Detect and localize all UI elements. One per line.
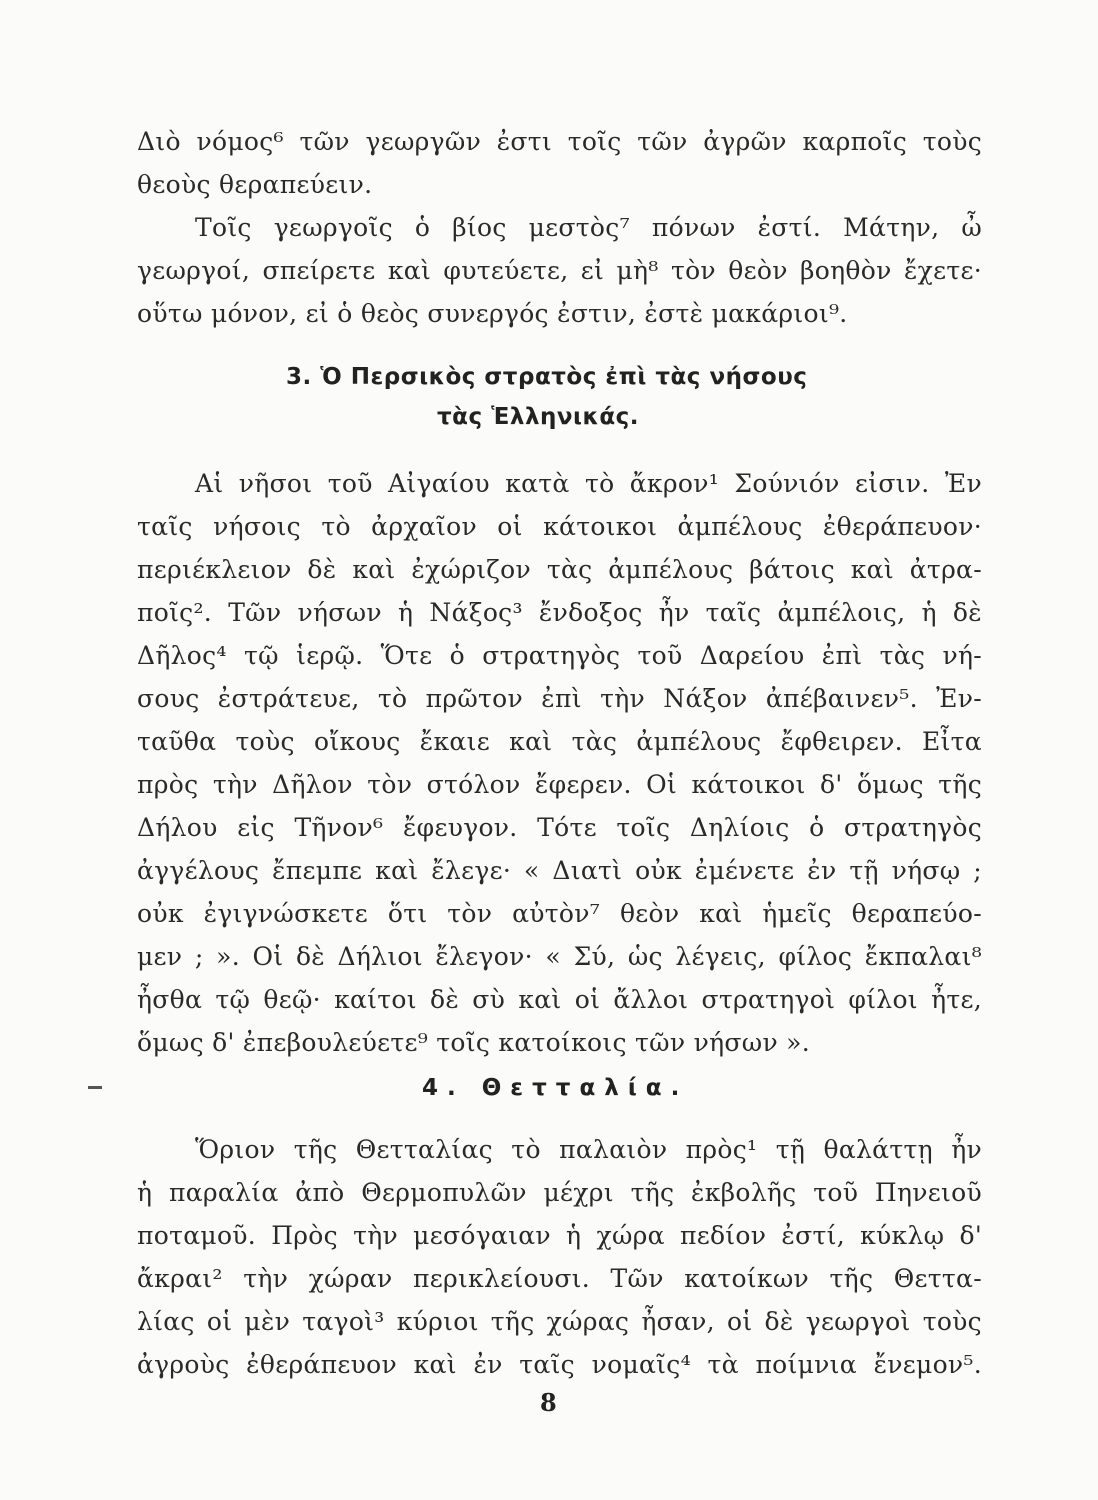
text-line: μεν ; ». Οἱ δὲ Δήλιοι ἔλεγον· « Σύ, ὡς λέγεις, φίλος ἔκπαλαι⁸: [137, 942, 982, 971]
text-line: σους ἐστράτευε, τὸ πρῶτον ἐπὶ τὴν Νάξον ἀπέβαινεν⁵. Ἐν-: [137, 684, 982, 713]
text-line: Αἱ νῆσοι τοῦ Αἰγαίου κατὰ τὸ ἄκρον¹ Σούνιόν εἰσιν. Ἐν: [195, 469, 982, 498]
text-line: ἡ παραλία ἀπὸ Θερμοπυλῶν μέχρι τῆς ἐκβολῆς τοῦ Πηνειοῦ: [137, 1178, 982, 1207]
text-line: Διὸ νόμος⁶ τῶν γεωργῶν ἐστι τοῖς τῶν ἀγρῶν καρποῖς τοὺς: [137, 127, 982, 156]
text-line: ἄκραι² τὴν χώραν περικλείουσι. Τῶν κατοίκων τῆς Θεττα-: [137, 1264, 982, 1293]
text-line: πρὸς τὴν Δῆλον τὸν στόλον ἔφερεν. Οἱ κάτοικοι δ' ὅμως τῆς: [137, 770, 982, 799]
text-line: λίας οἱ μὲν ταγοὶ³ κύριοι τῆς χώρας ἦσαν, οἱ δὲ γεωργοὶ τοὺς: [137, 1307, 982, 1336]
text-line: οὐκ ἐγιγνώσκετε ὅτι τὸν αὐτὸν⁷ θεὸν καὶ ἡμεῖς θεραπεύο-: [137, 899, 982, 928]
text-line: Ὅριον τῆς Θετταλίας τὸ παλαιὸν πρὸς¹ τῇ θαλάττῃ ἦν: [195, 1135, 982, 1164]
section-heading: 4. Θετταλία.: [422, 1075, 689, 1101]
margin-mark: [88, 1086, 102, 1089]
text-line: ὅμως δ' ἐπεβουλεύετε⁹ τοῖς κατοίκοις τῶν νήσων ».: [137, 1028, 811, 1057]
text-line: ἦσθα τῷ θεῷ· καίτοι δὲ σὺ καὶ οἱ ἄλλοι στρατηγοὶ φίλοι ἦτε,: [137, 985, 982, 1014]
page-number: 8: [540, 1388, 557, 1417]
section-heading: 3. Ὁ Περσικὸς στρατὸς ἐπὶ τὰς νήσους: [286, 364, 808, 390]
text-line: Δήλου εἰς Τῆνον⁶ ἔφευγον. Τότε τοῖς Δηλίοις ὁ στρατηγὸς: [137, 813, 982, 842]
text-line: θεοὺς θεραπεύειν.: [137, 170, 373, 199]
text-line: ποῖς². Τῶν νήσων ἡ Νάξος³ ἔνδοξος ἦν ταῖς ἀμπέλοις, ἡ δὲ: [137, 598, 982, 627]
text-line: Τοῖς γεωργοῖς ὁ βίος μεστὸς⁷ πόνων ἐστί. Μάτην, ὦ: [195, 213, 982, 242]
section-heading-continued: τὰς Ἑλληνικάς.: [437, 404, 640, 430]
text-line: περιέκλειον δὲ καὶ ἐχώριζον τὰς ἀμπέλους βάτοις καὶ ἀτρα-: [137, 555, 982, 584]
text-line: ταῖς νήσοις τὸ ἀρχαῖον οἱ κάτοικοι ἀμπέλους ἐθεράπευον·: [137, 512, 982, 541]
text-line: οὕτω μόνον, εἰ ὁ θεὸς συνεργός ἐστιν, ἐστὲ μακάριοι⁹.: [137, 299, 848, 328]
text-line: Δῆλος⁴ τῷ ἱερῷ. Ὅτε ὁ στρατηγὸς τοῦ Δαρείου ἐπὶ τὰς νή-: [137, 641, 982, 670]
text-line: ταῦθα τοὺς οἴκους ἔκαιε καὶ τὰς ἀμπέλους ἔφθειρεν. Εἶτα: [137, 727, 982, 756]
text-line: ἀγροὺς ἐθεράπευον καὶ ἐν ταῖς νομαῖς⁴ τὰ ποίμνια ἔνεμον⁵.: [137, 1350, 982, 1379]
text-line: ἀγγέλους ἔπεμπε καὶ ἔλεγε· « Διατὶ οὐκ ἐμένετε ἐν τῇ νήσῳ ;: [137, 856, 982, 885]
text-line: γεωργοί, σπείρετε καὶ φυτεύετε, εἰ μὴ⁸ τὸν θεὸν βοηθὸν ἔχετε·: [137, 256, 982, 285]
text-line: ποταμοῦ. Πρὸς τὴν μεσόγαιαν ἡ χώρα πεδίον ἐστί, κύκλῳ δ': [137, 1221, 982, 1250]
